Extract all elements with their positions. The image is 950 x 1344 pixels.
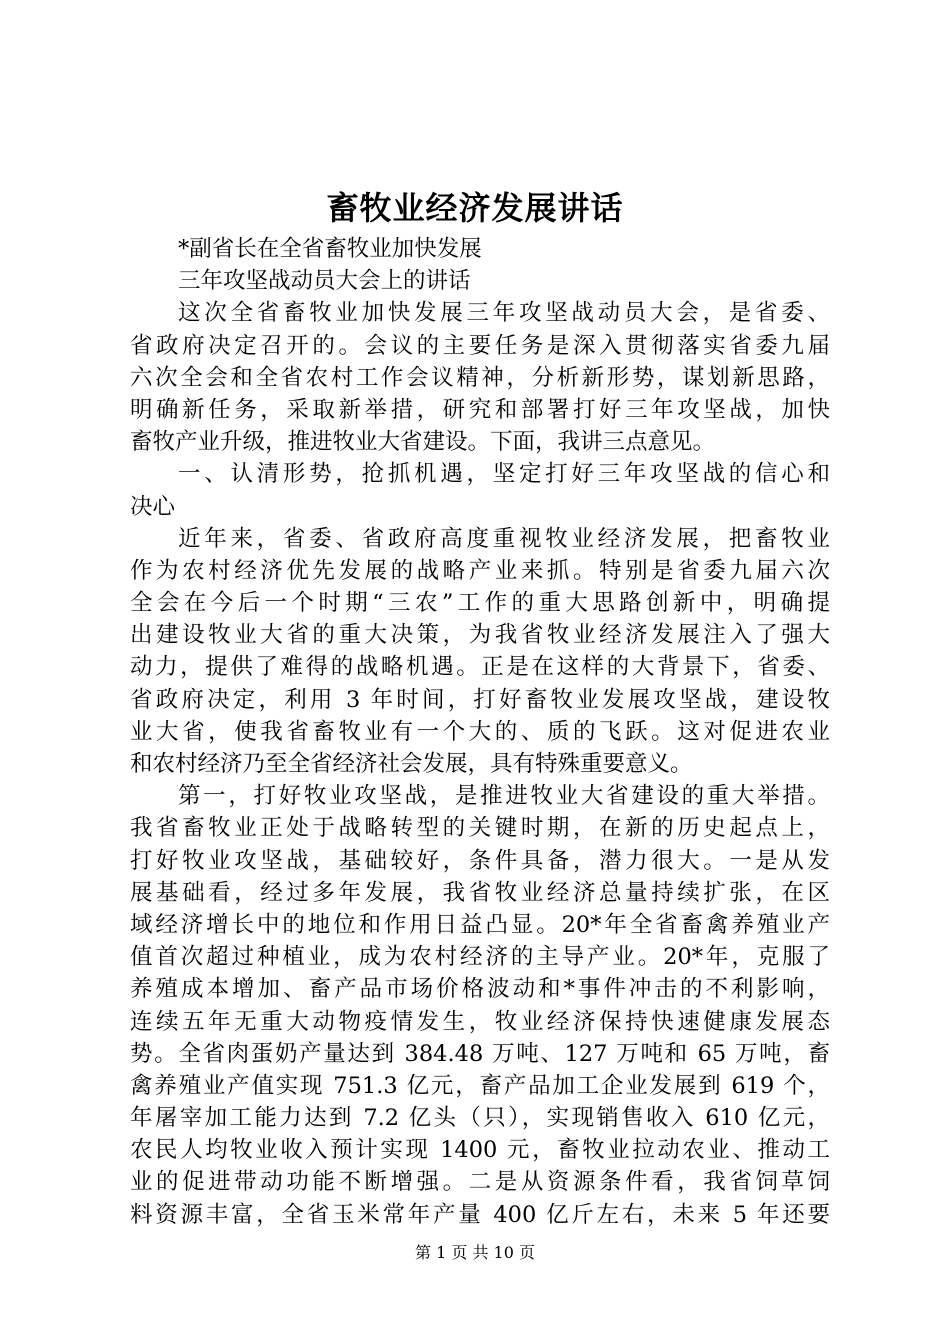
text-line: 第一，打好牧业攻坚战，是推进牧业大省建设的重大举措。 — [178, 783, 830, 810]
text-line: 全会在今后一个时期“三农”工作的重大思路创新中，明确提 — [130, 590, 830, 617]
text-line: 一、认清形势，抢抓机遇，坚定打好三年攻坚战的信心和 — [178, 461, 830, 488]
text-line: 这次全省畜牧业加快发展三年攻坚战动员大会，是省委、 — [178, 300, 830, 327]
text-line: 和农村经济乃至全省经济社会发展，具有特殊重要意义。 — [130, 751, 693, 777]
document-title: 畜牧业经济发展讲话 — [326, 189, 624, 227]
text-line: 业大省，使我省畜牧业有一个大的、质的飞跃。这对促进农业 — [130, 718, 830, 745]
text-line: 出建设牧业大省的重大决策，为我省牧业经济发展注入了强大 — [130, 622, 830, 649]
text-line: 养殖成本增加、畜产品市场价格波动和*事件冲击的不利影响， — [130, 976, 830, 1003]
text-line: 六次全会和全省农村工作会议精神，分析新形势，谋划新思路， — [130, 364, 830, 391]
text-line: 作为农村经济优先发展的战略产业来抓。特别是省委九届六次 — [130, 557, 830, 584]
text-line: 值首次超过种植业，成为农村经济的主导产业。20*年，克服了 — [130, 944, 830, 971]
text-line: 料资源丰富，全省玉米常年产量 400 亿斤左右，未来 5 年还要 — [130, 1201, 830, 1228]
text-line: 打好牧业攻坚战，基础较好，条件具备，潜力很大。一是从发 — [130, 847, 830, 874]
document-body — [130, 233, 830, 1231]
page-footer: 第 1 页 共 10 页 — [415, 1243, 535, 1262]
text-line: 明确新任务，采取新举措，研究和部署打好三年攻坚战，加快 — [130, 396, 830, 423]
text-line: 展基础看，经过多年发展，我省牧业经济总量持续扩张，在区 — [130, 879, 830, 906]
text-line: *副省长在全省畜牧业加快发展 — [178, 236, 482, 262]
text-line: 我省畜牧业正处于战略转型的关键时期，在新的历史起点上， — [130, 815, 830, 842]
text-line: 动力，提供了难得的战略机遇。正是在这样的大背景下，省委、 — [130, 654, 830, 681]
text-line: 年屠宰加工能力达到 7.2 亿头（只），实现销售收入 610 亿元， — [130, 1105, 830, 1132]
text-line: 势。全省肉蛋奶产量达到 384.48 万吨、127 万吨和 65 万吨，畜 — [130, 1040, 830, 1067]
text-line: 业的促进带动功能不断增强。二是从资源条件看，我省饲草饲 — [130, 1169, 830, 1196]
text-line: 禽养殖业产值实现 751.3 亿元，畜产品加工企业发展到 619 个， — [130, 1072, 830, 1099]
text-line: 省政府决定召开的。会议的主要任务是深入贯彻落实省委九届 — [130, 332, 830, 359]
text-line: 域经济增长中的地位和作用日益凸显。20*年全省畜禽养殖业产 — [130, 911, 830, 938]
text-line: 省政府决定，利用 3 年时间，打好畜牧业发展攻坚战，建设牧 — [130, 686, 830, 713]
text-line: 畜牧产业升级，推进牧业大省建设。下面，我讲三点意见。 — [130, 429, 716, 456]
text-line: 农民人均牧业收入预计实现 1400 元，畜牧业拉动农业、推动工 — [130, 1137, 830, 1164]
text-line: 三年攻坚战动员大会上的讲话 — [178, 268, 471, 295]
text-line: 连续五年无重大动物疫情发生，牧业经济保持快速健康发展态 — [130, 1008, 830, 1035]
text-line: 决心 — [130, 493, 176, 520]
text-line: 近年来，省委、省政府高度重视牧业经济发展，把畜牧业 — [178, 525, 830, 552]
